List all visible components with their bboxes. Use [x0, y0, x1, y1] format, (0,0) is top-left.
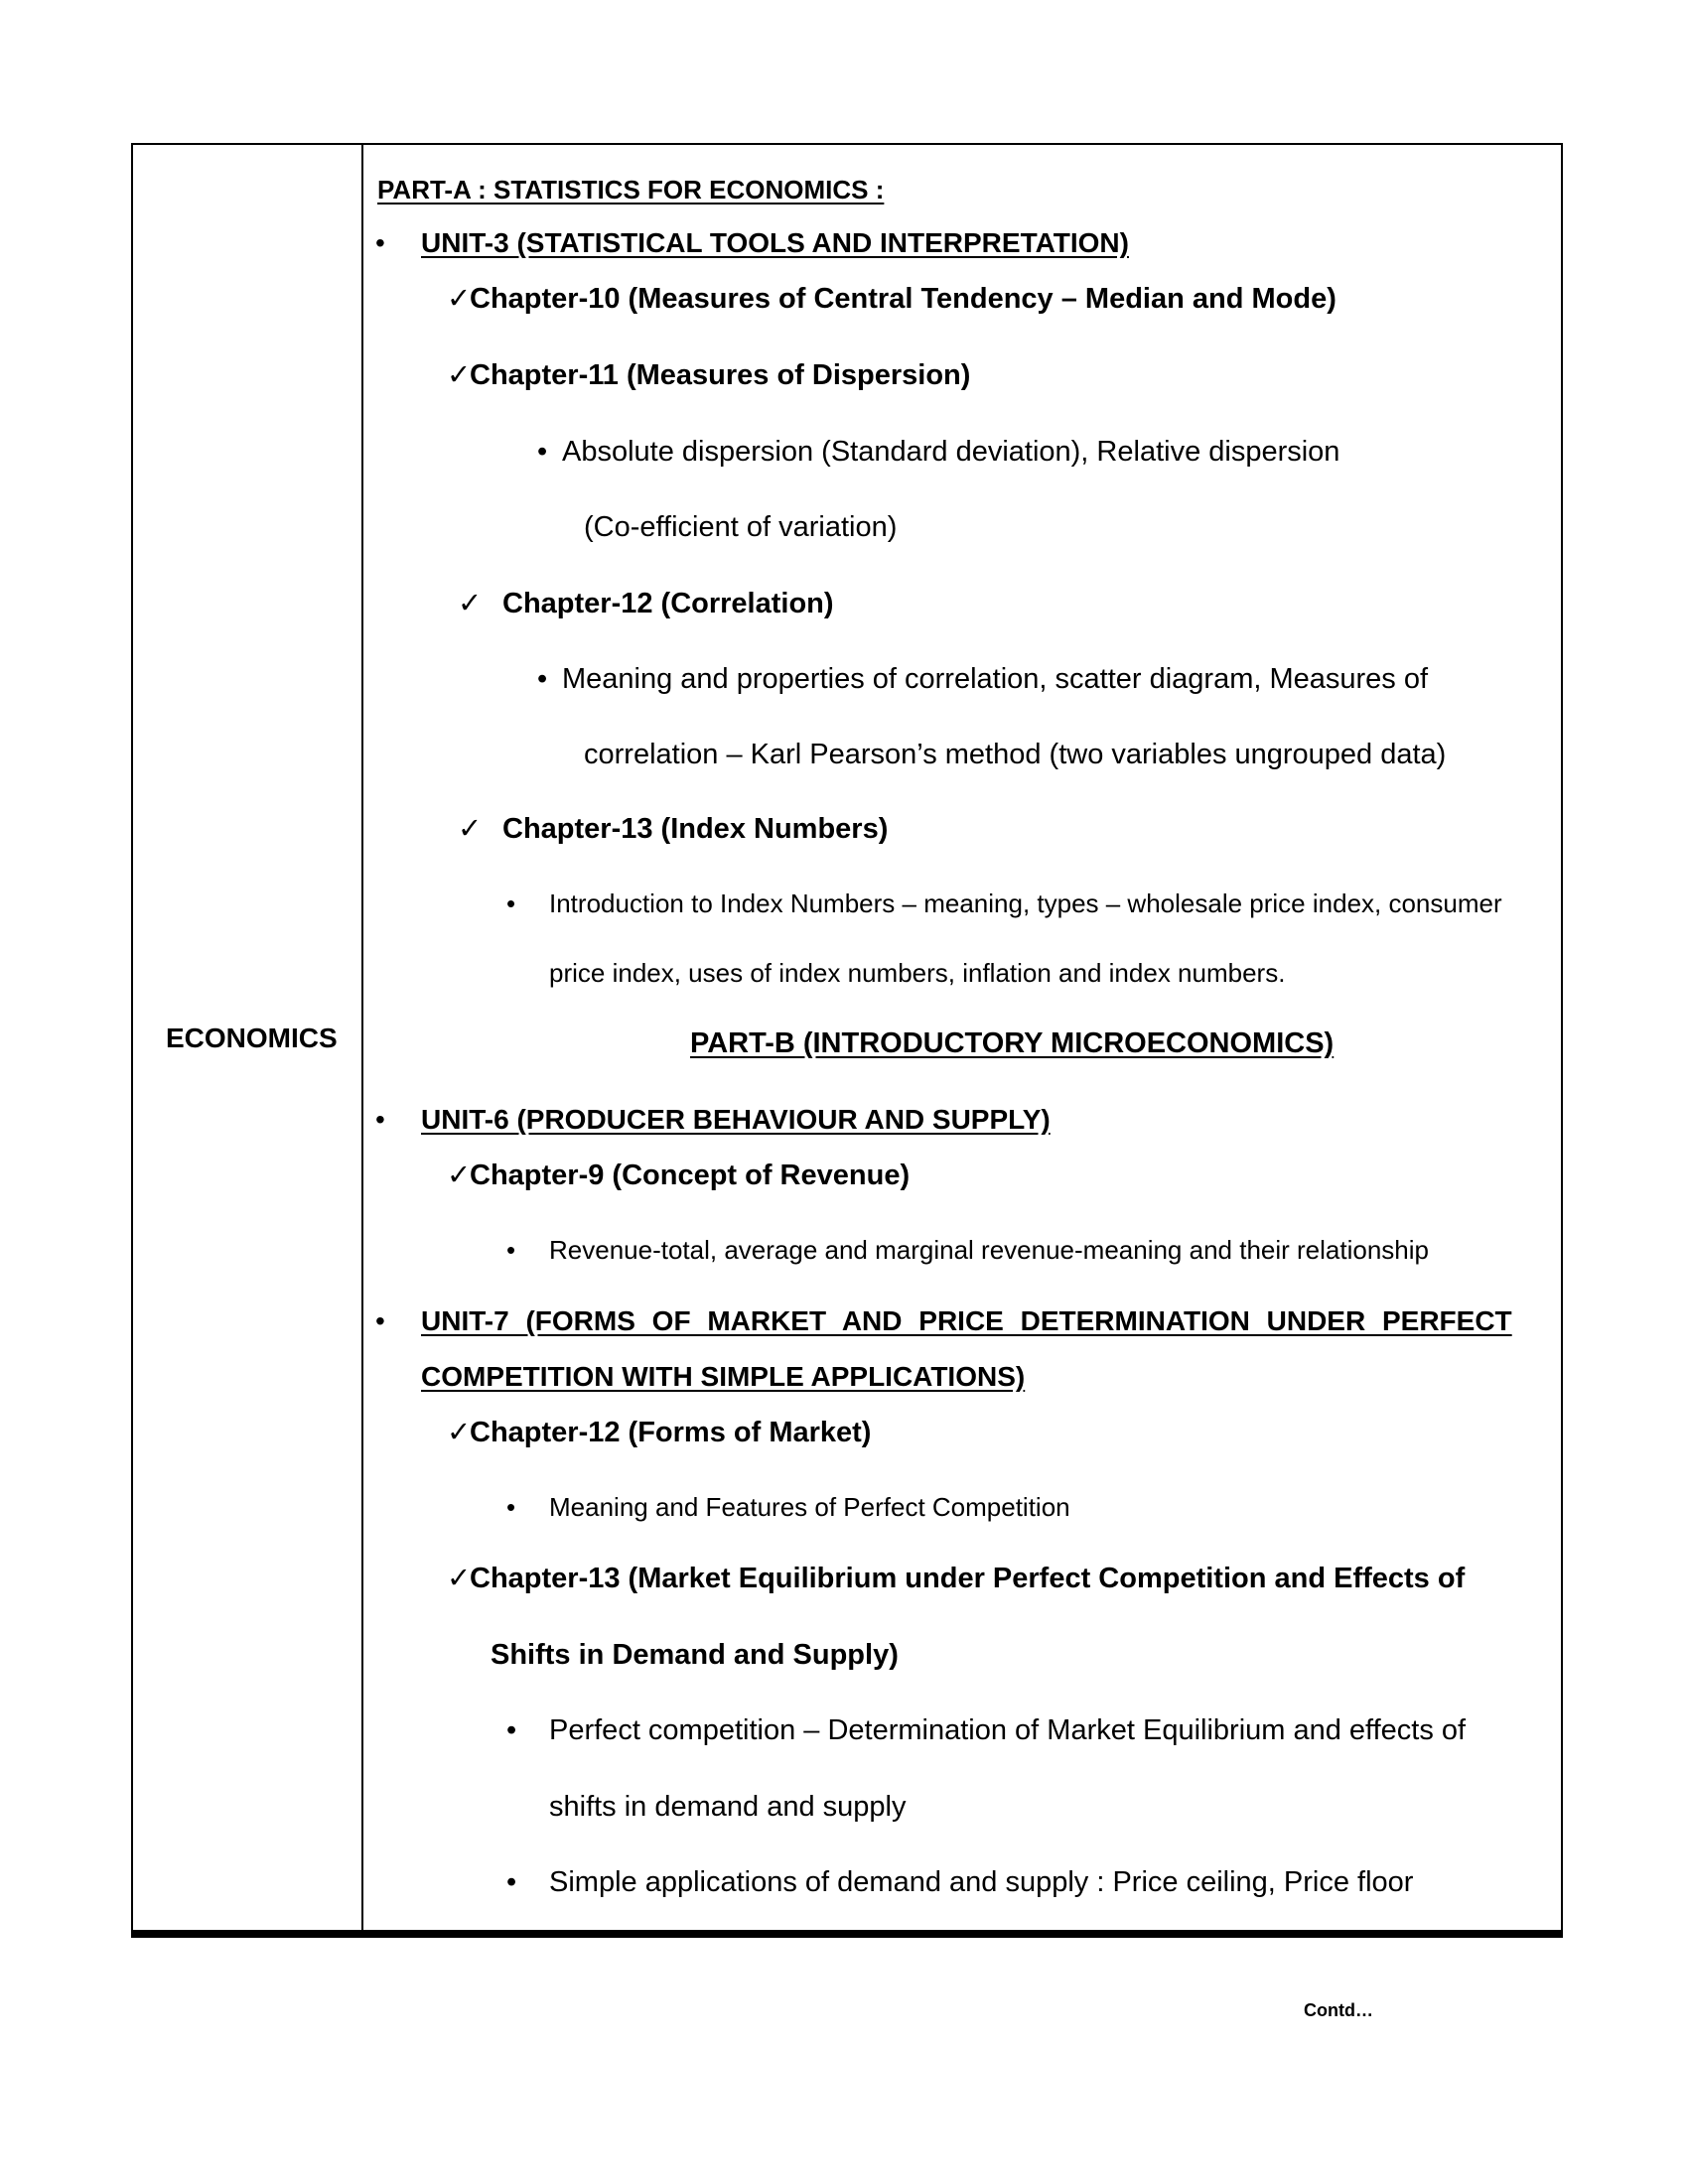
unit6-chapter-9-title: Chapter-9 (Concept of Revenue): [470, 1160, 911, 1191]
table-left-border: [131, 143, 133, 1938]
bullet-icon: •: [506, 1866, 517, 1898]
unit6-chapter-9-point: Revenue-total, average and marginal revenue-meaning and their relationship: [549, 1235, 1429, 1265]
chapter-12-point-line2: correlation – Karl Pearson’s method (two variables ungrouped data): [584, 739, 1447, 770]
unit7-title-line2: COMPETITION WITH SIMPLE APPLICATIONS): [421, 1361, 1026, 1392]
check-icon: ✓: [447, 1563, 472, 1594]
subject-label: ECONOMICS: [166, 1023, 338, 1053]
bullet-icon: •: [537, 663, 548, 695]
unit7-chapter-12-point: Meaning and Features of Perfect Competition: [549, 1492, 1070, 1522]
unit3-bullet: •: [375, 227, 385, 258]
table-column-divider: [361, 143, 363, 1938]
chapter-12-title: Chapter-12 (Correlation): [502, 588, 834, 619]
continued-note: Contd…: [1304, 2000, 1373, 2020]
chapter-11-point-line2: (Co-efficient of variation): [584, 511, 898, 543]
check-icon: ✓: [447, 283, 472, 315]
chapter-13-point-line2: price index, uses of index numbers, inflation and index numbers.: [549, 958, 1286, 988]
check-icon: ✓: [458, 813, 483, 845]
unit7-chapter-13-point2: Simple applications of demand and supply : Price ceiling, Price floor: [549, 1866, 1414, 1898]
unit7-chapter-13-title-line2: Shifts in Demand and Supply): [491, 1639, 899, 1671]
unit7-title-line1: UNIT-7 (FORMS OF MARKET AND PRICE DETERMINATION UNDER PERFECT: [421, 1305, 1512, 1336]
chapter-12-point-line1: Meaning and properties of correlation, scatter diagram, Measures of: [562, 663, 1429, 695]
chapter-11-point-line1: Absolute dispersion (Standard deviation), Relative dispersion: [562, 436, 1340, 468]
check-icon: ✓: [447, 359, 472, 391]
unit7-chapter-13-title-line1: Chapter-13 (Market Equilibrium under Perfect Competition and Effects of: [470, 1563, 1466, 1594]
part-b-heading: PART-B (INTRODUCTORY MICROECONOMICS): [690, 1027, 1335, 1059]
unit7-chapter-13-point1-line1: Perfect competition – Determination of Market Equilibrium and effects of: [549, 1714, 1467, 1746]
chapter-13-point-line1: Introduction to Index Numbers – meaning, types – wholesale price index, consumer: [549, 888, 1502, 918]
chapter-11-title: Chapter-11 (Measures of Dispersion): [470, 359, 971, 391]
chapter-10-title: Chapter-10 (Measures of Central Tendency – Median and Mode): [470, 283, 1336, 315]
bullet-icon: •: [506, 1235, 516, 1265]
unit3-title: UNIT-3 (STATISTICAL TOOLS AND INTERPRETATION): [421, 227, 1129, 258]
table-right-border: [1561, 143, 1563, 1938]
unit7-chapter-13-point1-line2: shifts in demand and supply: [549, 1791, 907, 1823]
unit7-bullet: •: [375, 1305, 385, 1336]
table-top-border: [131, 143, 1563, 145]
chapter-13-title: Chapter-13 (Index Numbers): [502, 813, 889, 845]
unit6-title: UNIT-6 (PRODUCER BEHAVIOUR AND SUPPLY): [421, 1104, 1051, 1135]
bullet-icon: •: [506, 888, 516, 918]
check-icon: ✓: [458, 588, 483, 619]
table-bottom-border: [131, 1930, 1563, 1938]
unit6-bullet: •: [375, 1104, 385, 1135]
bullet-icon: •: [537, 436, 548, 468]
bullet-icon: •: [506, 1714, 517, 1746]
check-icon: ✓: [447, 1160, 472, 1191]
bullet-icon: •: [506, 1492, 516, 1522]
unit7-chapter-12-title: Chapter-12 (Forms of Market): [470, 1417, 872, 1448]
check-icon: ✓: [447, 1417, 472, 1448]
part-a-heading: PART-A : STATISTICS FOR ECONOMICS :: [377, 175, 885, 205]
